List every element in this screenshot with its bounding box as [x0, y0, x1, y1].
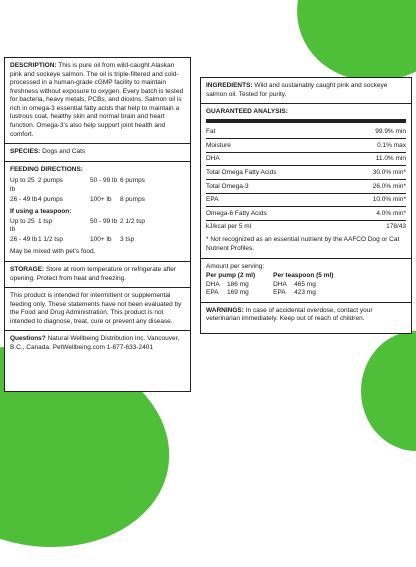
warnings-text: In case of accidental overdose, contact your veterinarian immediately. Keep out of reach of children.	[206, 306, 373, 323]
nutrient-value: 30.0% min*	[372, 168, 406, 176]
nutrient-name: Total Omega-3	[206, 182, 249, 190]
table-row	[206, 139, 406, 153]
warnings-label: WARNINGS:	[206, 306, 244, 314]
feeding-section	[5, 162, 190, 262]
per-pump-row	[206, 281, 255, 290]
nutrient-value: 99.9% min	[375, 128, 406, 136]
cell: 1 1/2 tsp	[38, 235, 63, 243]
ingredients-label: INGREDIENTS:	[206, 82, 253, 89]
disclaimer-section	[5, 288, 190, 331]
nutrient-name: EPA	[206, 289, 219, 297]
cell: 2 1/2 tsp	[120, 217, 145, 225]
cell: Up to 25 lb	[10, 177, 35, 193]
per-pump-label: Per pump (2 ml)	[206, 272, 256, 280]
cell: 1 tsp	[38, 217, 53, 225]
nutrient-name: DHA	[273, 280, 287, 288]
species-label: SPECIES:	[10, 148, 41, 156]
cell: 100+ lb	[90, 195, 112, 203]
analysis-table	[206, 126, 406, 234]
nutrient-name: Total Omega Fatty Acids	[206, 168, 277, 176]
cell: Up to 25 lb	[10, 217, 35, 234]
cell: 4 pumps	[38, 195, 63, 203]
species-text: Dogs and Cats	[42, 148, 86, 156]
nutrient-value: 0.1% max	[377, 141, 406, 149]
cell: 6 pumps	[120, 177, 145, 185]
company-text: Natural Wellbeing Distribution Inc. Vancouver, B.C., Canada.	[10, 335, 180, 352]
cell: 2 pumps	[38, 177, 63, 185]
ingredients-section	[201, 78, 411, 104]
nutrient-name: DHA	[206, 155, 220, 163]
info-panel-right	[200, 77, 412, 334]
questions-section	[5, 331, 190, 356]
phone-number: 1-877-633-2401	[106, 344, 153, 352]
nutrient-name: DHA	[206, 280, 220, 288]
disclaimer-text: This product is intended for intermittent or supplemental feeding only. These statements have not been evaluated by the Food and Drug Administration. This product is not intended to diagnose, treat, cure or prevent any disease.	[10, 292, 182, 325]
nutrient-name: EPA	[273, 289, 286, 297]
nutrient-amount: 465 mg	[294, 280, 316, 288]
green-blob-bottom-right	[361, 331, 416, 451]
pump-table	[10, 177, 185, 204]
storage-label: STORAGE:	[10, 265, 45, 273]
cell: 50 - 99 lb	[90, 177, 118, 185]
per-teaspoon-row	[273, 281, 333, 290]
teaspoon-title: If using a teaspoon:	[10, 208, 72, 216]
feeding-note: May be mixed with pet's food.	[10, 248, 96, 256]
per-pump-row	[206, 289, 255, 298]
cell: 100+ lb	[90, 235, 112, 243]
nutrient-name: Moisture	[206, 141, 231, 149]
info-panel-left	[4, 57, 191, 392]
table-row	[206, 166, 406, 180]
species-section	[5, 144, 190, 162]
nutrient-name: Fat	[206, 128, 216, 136]
warnings-section	[201, 303, 411, 328]
teaspoon-table	[10, 218, 185, 245]
cell: 3 tsp	[120, 235, 135, 243]
questions-label: Questions?	[10, 335, 46, 343]
cell: 26 - 49 lb	[10, 235, 38, 243]
per-teaspoon-column	[273, 272, 333, 298]
storage-section	[5, 262, 190, 288]
description-text: This is pure oil from wild-caught Alaskan pink and sockeye salmon. The oil is triple-filtered and cold-processed in a human-grade cGMP facility to maintain freshness without exposure to oxygen. Every batch is tested for bacteria, heavy metals, PCBs, and dioxins. Salmon oil is rich in omega-3 essential fatty acids that help to maintain a lustrous coat, healthy skin and normal brain and heart function. Omega-3's also help support joint health and comfort.	[10, 62, 184, 138]
per-pump-column	[206, 272, 255, 298]
nutrient-amount: 169 mg	[227, 289, 249, 297]
analysis-section	[201, 104, 411, 258]
cell: 50 - 99 lb	[90, 217, 118, 225]
feeding-title: FEEDING DIRECTIONS:	[10, 165, 83, 173]
nutrient-name: EPA	[206, 196, 219, 204]
storage-text: Store at room temperature or refrigerate after opening. Protect from heat and freezing.	[10, 265, 177, 282]
nutrient-value: 10.0% min*	[372, 196, 406, 204]
analysis-footnote: * Not recognized as an essential nutrient by the AAFCO Dog or Cat Nutrient Profiles.	[206, 236, 400, 252]
table-row	[206, 126, 406, 140]
cell: 8 pumps	[120, 195, 145, 203]
nutrient-amount: 423 mg	[294, 289, 316, 297]
nutrient-name: kJ/kcal per 5 ml	[206, 223, 252, 231]
nutrient-value: 4.0% min*	[376, 209, 406, 217]
nutrient-value: 26.0% min*	[372, 182, 406, 190]
table-row	[206, 194, 406, 208]
per-teaspoon-label: Per teaspoon (5 ml)	[273, 272, 334, 280]
cell: 26 - 49 lb	[10, 195, 38, 203]
table-row	[206, 207, 406, 221]
nutrient-amount: 186 mg	[227, 280, 249, 288]
serving-title: Amount per serving:	[206, 262, 265, 270]
description-label: DESCRIPTION:	[10, 62, 57, 69]
nutrient-name: Omega-6 Fatty Acids	[206, 209, 267, 217]
per-teaspoon-row	[273, 289, 333, 298]
nutrient-value: 11.0% min	[375, 155, 406, 163]
serving-amounts	[206, 272, 406, 298]
website-link[interactable]: PetWellbeing.com	[52, 344, 105, 352]
serving-section	[201, 259, 411, 303]
description-section	[5, 58, 190, 144]
ingredients-text: Wild and sustainably caught pink and sockeye salmon oil. Tested for purity.	[206, 82, 388, 98]
table-row	[206, 153, 406, 167]
table-row	[206, 180, 406, 194]
nutrient-value: 178/43	[386, 223, 406, 231]
table-row	[206, 221, 406, 234]
analysis-title: GUARANTEED ANALYSIS:	[206, 108, 406, 123]
